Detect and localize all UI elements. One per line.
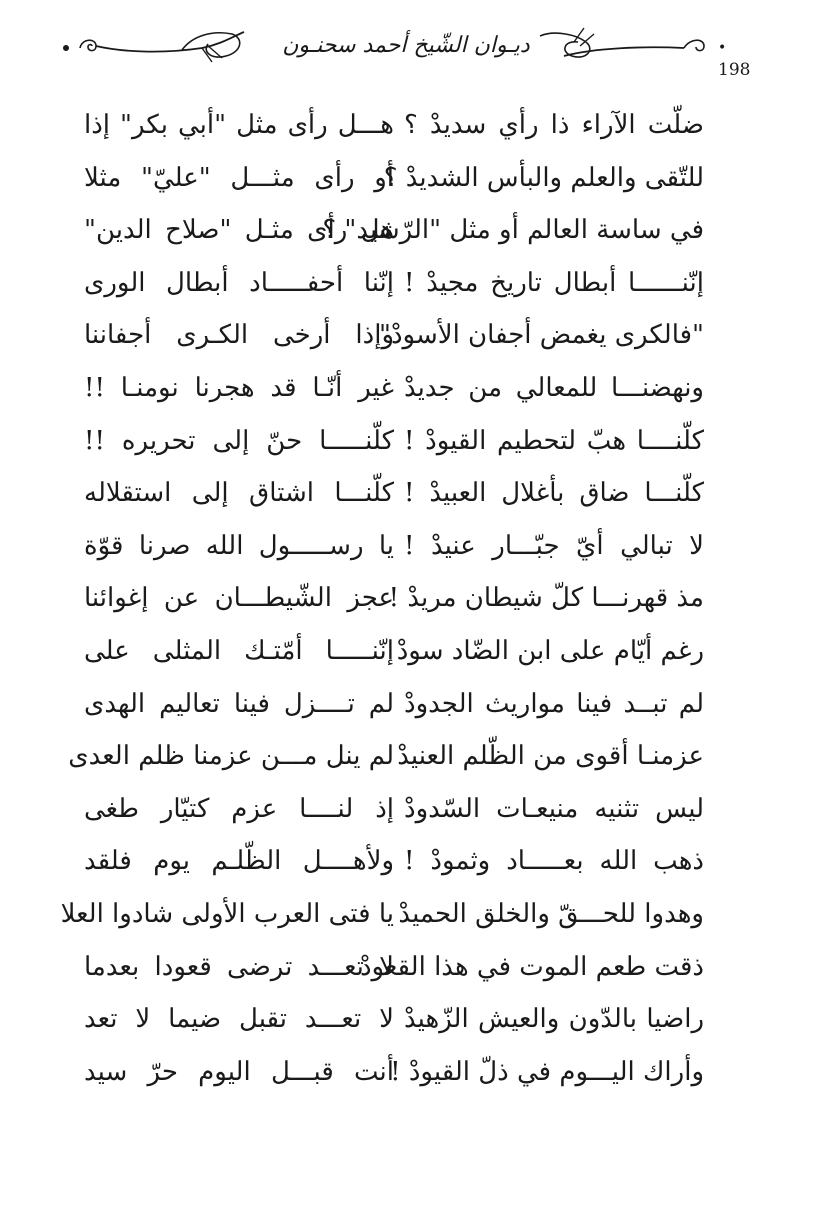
poem [0,100,822,1099]
verse [0,942,822,995]
page-number-line [718,36,762,81]
verse [0,521,822,574]
verse [0,468,822,521]
verse [0,573,822,626]
verse [0,731,822,784]
verse-second-hemistich: كلّنـــا ضاق بأغلال العبيدْ ! [404,478,704,509]
verse-first-hemistich: يا رســـــول الله صرنا قوّة [84,530,394,561]
verse [0,416,822,469]
verse-first-hemistich: أو رأى مثـــل "عليّ" مثلا [84,162,394,193]
verse [0,258,822,311]
page-header [0,22,822,80]
verse-second-hemistich: وهدوا للحـــقّ والخلق الحميدْ [398,898,704,929]
verse-second-hemistich: في ساسة العالم أو مثل "الرّشيد" ؟ [322,215,704,246]
verse-first-hemistich: كلّنـــا اشتاق إلى استقلاله [84,478,394,509]
verse-first-hemistich: عجز الشّيطـــان عن إغوائنا [84,583,394,614]
verse-first-hemistich: غير أنّـا قد هجرنا نومنـا !! [84,372,394,403]
verse-second-hemistich: وأراك اليـــوم في ذلّ القيودْ ! [390,1056,704,1087]
verse-first-hemistich: إنّنا أحفـــــاد أبطال الورى [84,267,394,298]
verse-second-hemistich: للتّقى والعلم والبأس الشديدْ ؟ [383,162,704,193]
book-title: ديـوان الشّيخ أحمد سحنـون [282,33,530,58]
verse-first-hemistich: يا فتى العرب الأولى شادوا العلا [60,898,394,929]
verse-second-hemistich: ذهب الله بعـــــاد وثمودْ ! [404,846,704,877]
verse-first-hemistich: لم تــــزل فينا تعاليم الهدى [84,688,394,719]
verse-first-hemistich: وإذا أرخى الكـرى أجفاننا [84,320,394,351]
verse-second-hemistich: كلّنــــا هبّ لتحطيم القيودْ ! [404,425,704,456]
flourish-ornament-icon [534,22,714,70]
verse [0,889,822,942]
verse-second-hemistich: عزمنـا أقوى من الظّلم العنيدْ [397,741,704,772]
verse [0,310,822,363]
verse-first-hemistich: إنّنـــــا أمّتـك المثلى على [84,635,394,666]
verse-first-hemistich: لا تعـــد ترضى قعودا بعدما [84,951,394,982]
verse-first-hemistich: لم ينل مـــن عزمنا ظلم العدى [68,741,394,772]
verse-second-hemistich: لا تبالي أيّ جبّـــار عنيدْ ! [404,530,704,561]
verse-first-hemistich: أنت قبـــل اليوم حرّ سيد [84,1056,394,1087]
verse-second-hemistich: ليس تثنيه منيعـات السّدودْ [404,793,704,824]
verse-second-hemistich: راضيا بالدّون والعيش الزّهيدْ [404,1004,704,1035]
verse-second-hemistich: مذ قهرنـــا كلّ شيطان مريدْ ! [388,583,704,614]
verse [0,626,822,679]
verse-second-hemistich: "فالكرى يغمض أجفان الأسودْ" [378,320,704,351]
verse-first-hemistich: لا تعـــد تقبل ضيما لا تعد [84,1004,394,1035]
verse-second-hemistich: ونهضنـــا للمعالي من جديدْ [404,372,704,403]
verse [0,784,822,837]
verse-second-hemistich: لم تبــد فينا مواريث الجدودْ [404,688,704,719]
page-number: 198 [718,60,751,80]
verse-second-hemistich: ذقت طعم الموت في هذا القعودْ [359,951,704,982]
verse [0,363,822,416]
verse [0,153,822,206]
separator-dot: • [718,40,727,56]
verse [0,679,822,732]
verse [0,205,822,258]
verse-first-hemistich: كلّنـــــا حنّ إلى تحريره !! [84,425,394,456]
verse [0,836,822,889]
verse [0,1047,822,1100]
verse-second-hemistich: ضلّت الآراء ذا رأي سديدْ ؟ [404,110,704,140]
verse-first-hemistich: هـــل رأى مثل "أبي بكر" إذا [84,110,394,140]
verse-second-hemistich: رغم أيّام على ابن الضّاد سودْ [396,635,704,666]
verse-second-hemistich: إنّنــــــا أبطال تاريخ مجيدْ ! [404,267,704,298]
verse [0,994,822,1047]
verse [0,100,822,153]
verse-first-hemistich: إذ لنــــا عزم كتيّار طغى [84,793,394,824]
verse-first-hemistich: ولأهــــل الظّلـم يوم فلقد [84,846,394,877]
flourish-ornament-icon [62,22,262,70]
verse-first-hemistich: هل رأى مثـل "صلاح الدين" [84,215,394,246]
